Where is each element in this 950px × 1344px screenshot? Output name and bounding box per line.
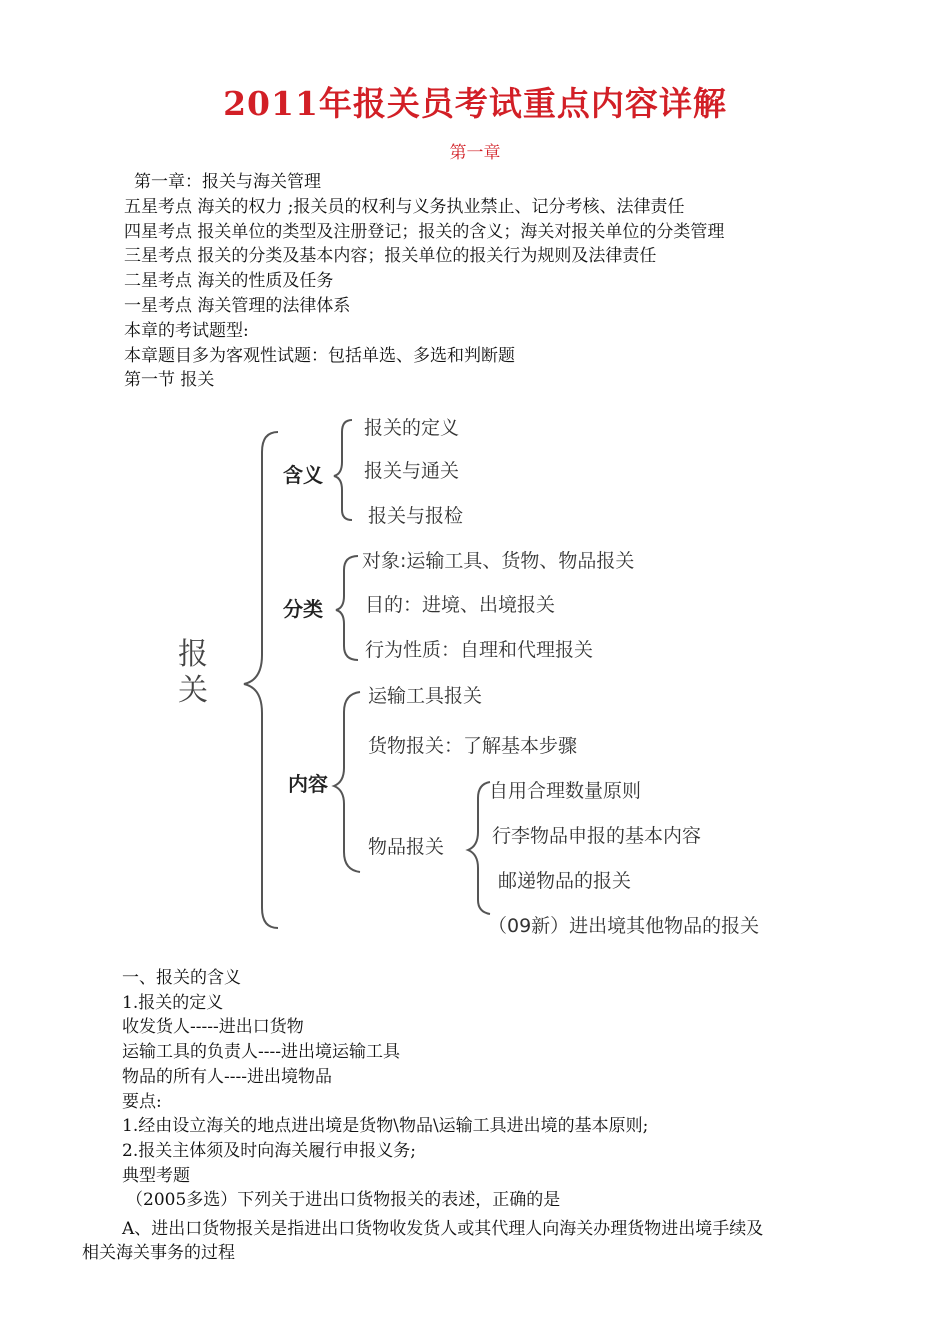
diagram-item: 运输工具报关 <box>368 685 483 707</box>
diagram-item: 报关与报检 <box>368 505 464 527</box>
sub-brace-icon <box>468 782 490 914</box>
diagram-subitem: （09新）进出境其他物品的报关 <box>488 915 760 937</box>
option-a-line2: 相关海关事务的过程 <box>82 1243 235 1263</box>
diagram-subitem: 自用合理数量原则 <box>489 780 642 802</box>
intro-line: 五星考点 海关的权力 ;报关员的权利与义务执业禁止、记分考核、法律责任 <box>124 196 685 217</box>
diagram-root-label-char1: 报 <box>178 637 208 672</box>
section-body <box>122 966 648 1213</box>
baoguan-concept-diagram <box>0 400 950 950</box>
intro-line: 三星考点 报关的分类及基本内容；报关单位的报关行为规则及法律责任 <box>124 246 657 267</box>
body-line: 1.经由设立海关的地点进出境是货物\物品\运输工具进出境的基本原则; <box>122 1116 649 1137</box>
body-line: 典型考题 <box>122 1165 190 1186</box>
diagram-item: 报关与通关 <box>364 460 460 482</box>
diagram-item: 目的：进境、出境报关 <box>365 594 556 616</box>
section-heading: 一、报关的含义 <box>122 968 241 988</box>
option-a-line1: A、进出口货物报关是指进出口货物收发货人或其代理人向海关办理货物进出境手续及 <box>122 1219 764 1239</box>
branch-label-content: 内容 <box>288 772 328 796</box>
chapter-subtitle: 第一章 <box>449 143 501 163</box>
branch-brace-icon <box>334 420 352 520</box>
body-line: 运输工具的负责人----进出境运输工具 <box>122 1042 400 1063</box>
diagram-item: 报关的定义 <box>364 417 460 439</box>
intro-line: 二星考点 海关的性质及任务 <box>124 271 334 292</box>
exam-question: （2005多选）下列关于进出口货物报关的表述，正确的是 <box>126 1190 561 1211</box>
main-brace-icon <box>244 432 278 928</box>
diagram-root-label-char2: 关 <box>178 673 208 708</box>
diagram-item: 行为性质：自理和代理报关 <box>365 639 594 661</box>
body-line: 要点: <box>122 1091 162 1112</box>
body-line: 2.报关主体须及时向海关履行申报义务; <box>122 1140 416 1161</box>
intro-line: 本章题目多为客观性试题：包括单选、多选和判断题 <box>124 345 515 366</box>
body-line: 收发货人-----进出口货物 <box>122 1017 304 1038</box>
body-line: 物品的所有人----进出境物品 <box>122 1066 332 1087</box>
diagram-item: 对象:运输工具、货物、物品报关 <box>362 550 635 572</box>
diagram-item: 货物报关：了解基本步骤 <box>368 735 578 757</box>
body-line: 1.报关的定义 <box>122 992 224 1013</box>
chapter-intro <box>124 170 724 393</box>
intro-line: 一星考点 海关管理的法律体系 <box>124 295 351 316</box>
branch-label-meaning: 含义 <box>283 463 323 487</box>
diagram-subitem: 行李物品申报的基本内容 <box>492 825 702 847</box>
intro-line: 本章的考试题型: <box>124 320 249 341</box>
intro-line: 第一节 报关 <box>124 370 215 391</box>
page-title: 2011年报关员考试重点内容详解 <box>223 84 727 123</box>
intro-line: 四星考点 报关单位的类型及注册登记；报关的含义；海关对报关单位的分类管理 <box>124 221 725 242</box>
branch-label-classification: 分类 <box>283 597 323 621</box>
intro-line: 第一章：报关与海关管理 <box>134 172 321 192</box>
branch-brace-icon <box>334 692 360 872</box>
diagram-item: 物品报关 <box>368 836 445 858</box>
diagram-subitem: 邮递物品的报关 <box>498 870 632 892</box>
branch-brace-icon <box>336 556 358 660</box>
